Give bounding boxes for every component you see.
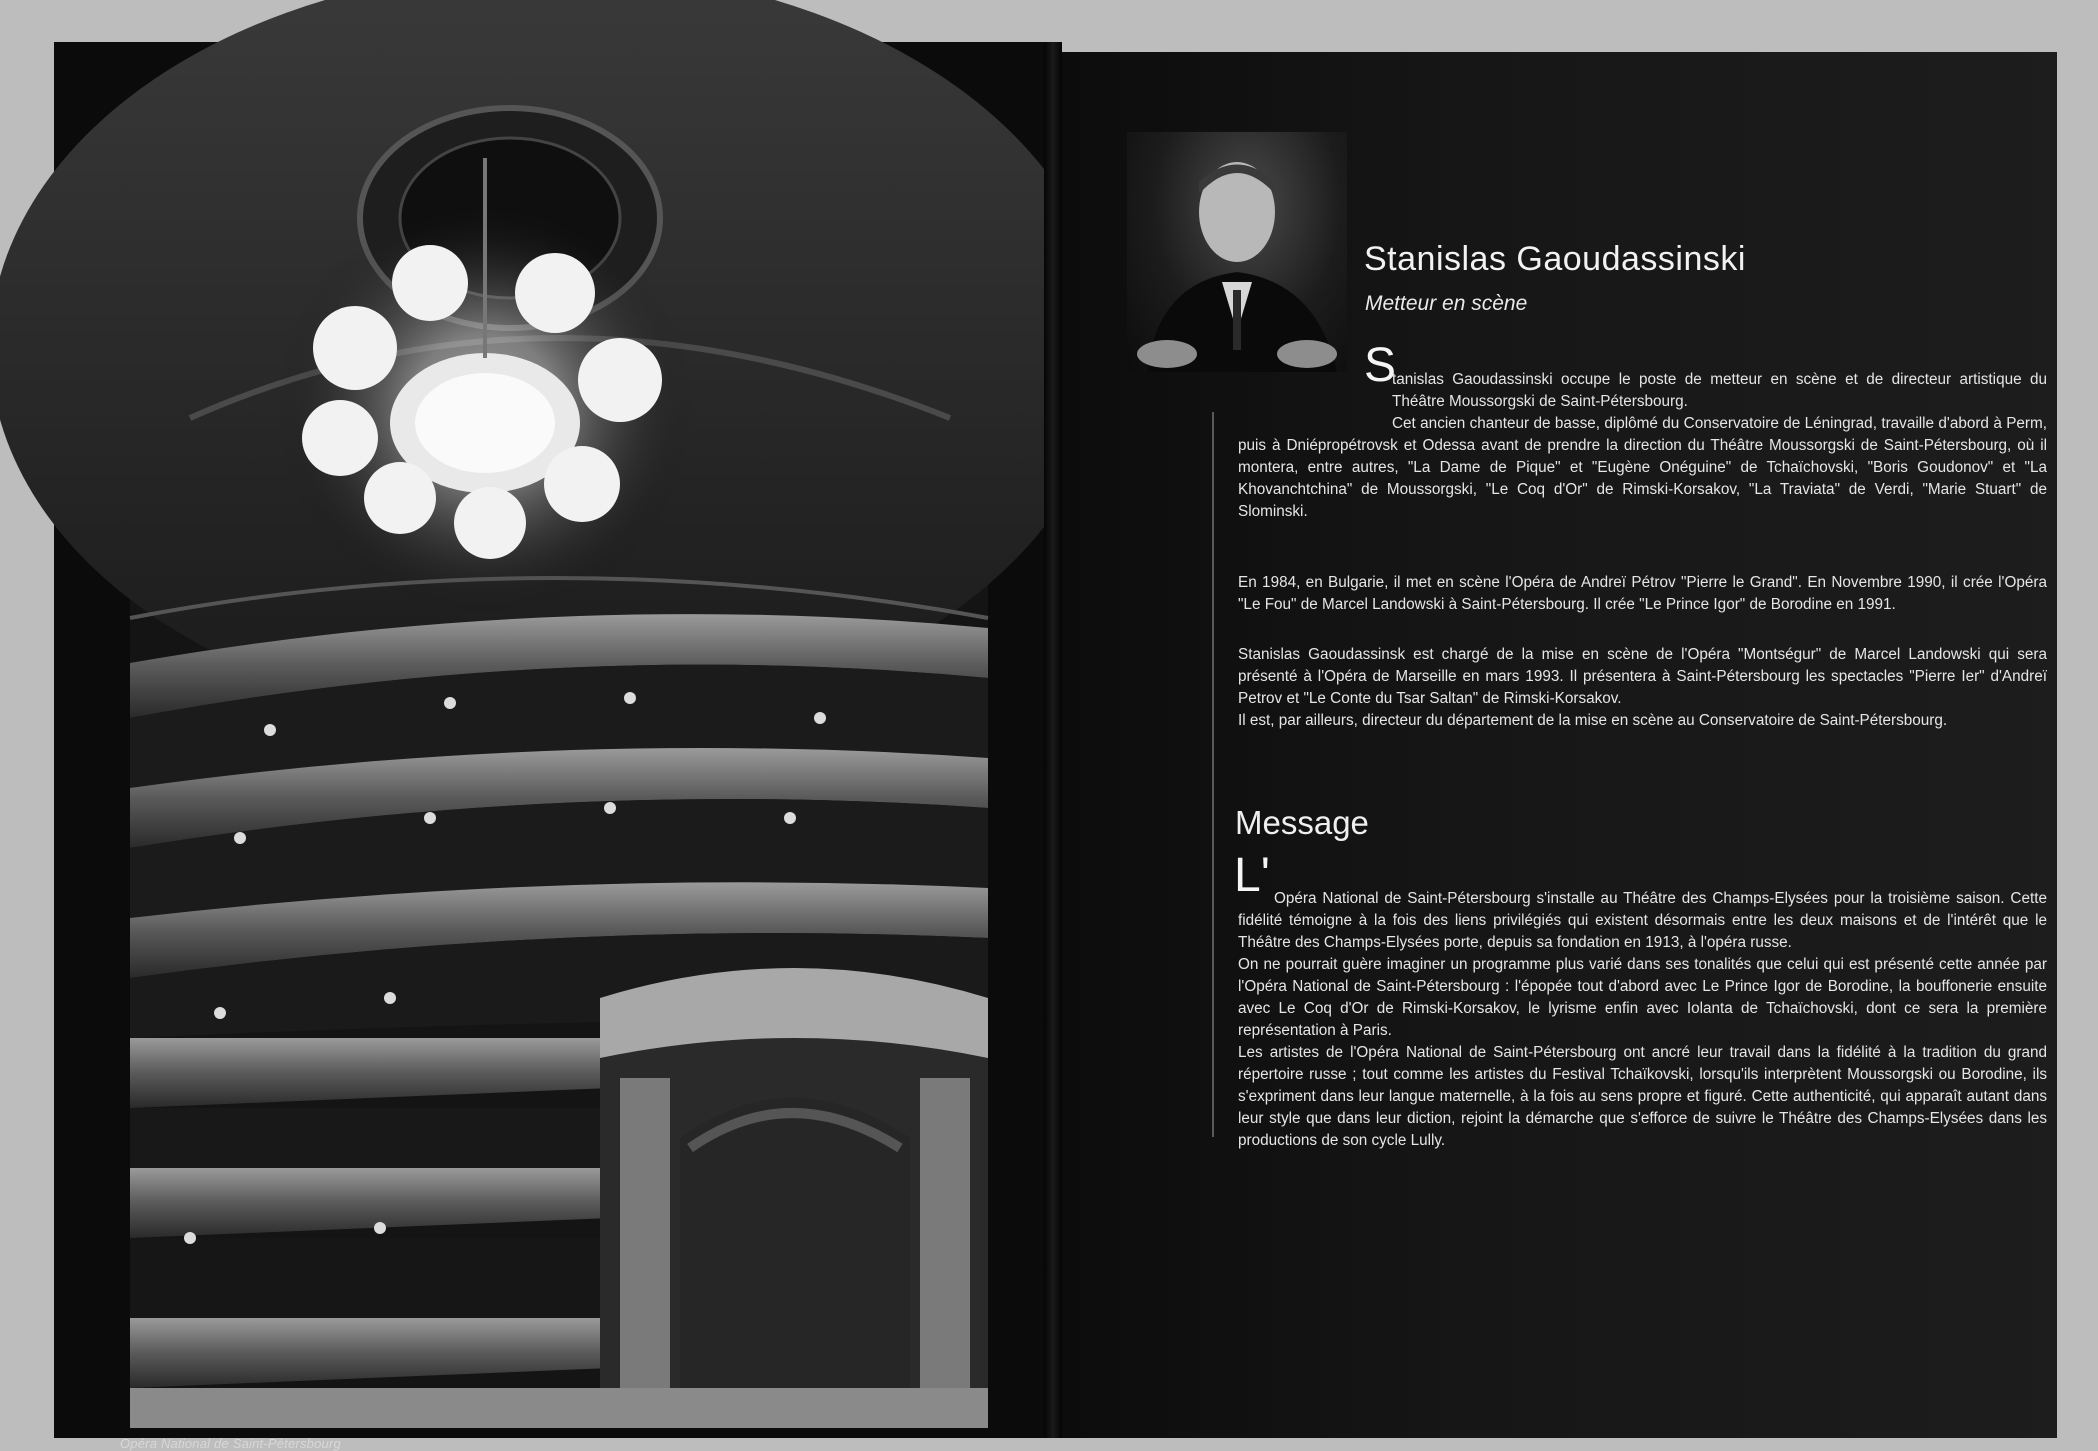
book-gutter (1044, 42, 1062, 1438)
vertical-rule (1212, 412, 1214, 1137)
right-page (1062, 52, 2057, 1438)
bio-lead: tanislas Gaoudassinski occupe le poste de metteur en scène et de directeur artistique du Théâtre Moussorgski de Saint-Pétersbourg. (1392, 371, 2047, 410)
photo-caption: Opéra National de Saint-Pétersbourg (120, 1436, 341, 1451)
message-lead: Opéra National de Saint-Pétersbourg s'installe au Théâtre des Champs-Elysées pour la troisième saison. Cette fidélité témoigne à la fois des liens privilégiés qui existent désormais entre les deux maisons et de l'intérêt que le Théâtre des Champs-Elysées porte, depuis sa fondation en 1913, à l'opéra russe. (1238, 890, 2047, 951)
theatre-interior-photo (130, 118, 988, 1428)
director-portrait (1127, 132, 1347, 372)
message-paragraph-2: Les artistes de l'Opéra National de Saint-Pétersbourg ont ancré leur travail dans la fidélité à la tradition du grand répertoire russe ; tout comme les artistes du Festival Tchaïkovski, lorsqu'ils interprètent Moussorgski ou Borodine, ils s'expriment dans leur langue maternelle, à la fois au sens propre et figuré. Cette authenticité, qui apparaît autant dans leur style que dans leur diction, rejoint la démarche que s'efforce de suivre le Théâtre des Champs-Elysées dans les productions de son cycle Lully. (1238, 1044, 2047, 1149)
message-heading: Message (1235, 804, 1369, 841)
bio-paragraph-3: Stanislas Gaoudassinsk est chargé de la mise en scène de l'Opéra "Montségur" de Marcel Landowski qui sera présenté à l'Opéra de Marseille en mars 1993. Il présentera à Saint-Pétersbourg les spectacles "Pierre Ier" d'Andreï Petrov et "Le Conte du Tsar Saltan" de Rimski-Korsakov. (1238, 646, 2047, 707)
bio-paragraph-2: En 1984, en Bulgarie, il met en scène l'Opéra de Andreï Pétrov "Pierre le Grand". En Novembre 1990, il crée l'Opéra "Le Fou" de Marcel Landowski à Saint-Pétersbourg. Il crée "Le Prince Igor" de Borodine en 1991. (1238, 574, 2047, 613)
bio-dropcap: S (1364, 339, 1397, 392)
bio-paragraph-4: Il est, par ailleurs, directeur du département de la mise en scène au Conservatoire de Saint-Pétersbourg. (1238, 712, 1948, 729)
director-name: Stanislas Gaoudassinski (1364, 240, 1746, 278)
director-role: Metteur en scène (1365, 292, 1528, 315)
theatre-illustration (130, 118, 988, 1428)
message-paragraph-1: On ne pourrait guère imaginer un programme plus varié dans ses tonalités que celui qui est présenté cette année par l'Opéra National de Saint-Pétersbourg : l'épopée tout d'abord avec Le Prince Igor de Borodine, la bouffonerie ensuite avec Le Coq d'Or de Rimski-Korsakov, le lyrisme enfin avec Iolanta de Tchaïchovski, dont ce sera la première représentation à Paris. (1238, 956, 2047, 1039)
portrait-illustration (1127, 132, 1347, 372)
left-page (54, 42, 1044, 1451)
bio-paragraph-1: Cet ancien chanteur de basse, diplômé du Conservatoire de Léningrad, travaille d'abord à Perm, puis à Dniépropétrovsk et Odessa avant de prendre la direction du Théâtre Moussorgski de Saint-Pétersbourg, où il montera, entre autres, "La Dame de Pique" et "Eugène Onéguine" de Tchaïchovski, "Boris Goudonov" et "La Khovanchtchina" de Moussorgski, "Le Coq d'Or" de Rimski-Korsakov, "La Traviata" de Verdi, "Marie Stuart" de Slominski. (1238, 415, 2047, 520)
message-dropcap: L' (1234, 849, 1270, 902)
